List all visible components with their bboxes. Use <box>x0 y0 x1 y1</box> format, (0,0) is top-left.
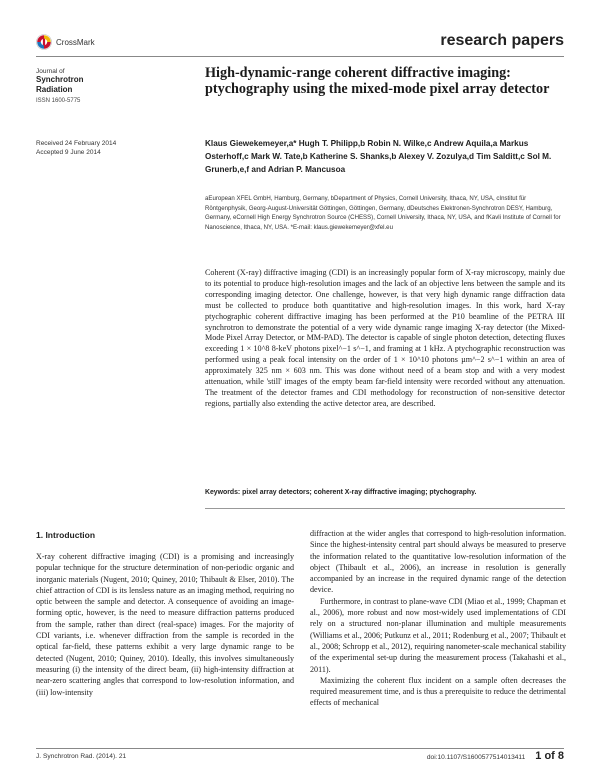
author-list: Klaus Giewekemeyer,a* Hugh T. Philipp,b Robin N. Wilke,c Andrew Aquila,a Markus Osterhoff,c Mark W. Tate,b Katherine S. Shanks,b Alexey V. Zozulya,d Tim Salditt,c Sol M. Grunerb,e,f and Adrian P. Mancusoa <box>205 139 552 174</box>
body-paragraph: Furthermore, in contrast to plane-wave CDI (Miao et al., 1999; Chapman et al., 2006), more robust and now most-widely used implementations of CDI rely on a structured non-planar illumination and multiple measurements (Williams et al., 2006; Putkunz et al., 2011; Rodenburg et al., 2007; Thibault et al., 2008; Schropp et al., 2012), requiring nanometer-scale mechanical stability of the experimental set-up during the measurement process (Takahashi et al., 2011). <box>310 596 567 674</box>
journal-of-label: Journal of <box>36 68 65 75</box>
body-column-right <box>310 528 566 709</box>
body-paragraph: diffraction at the wider angles that correspond to high-resolution information. Since the highest-intensity central part should always be measured to preserve the information related to the quantitative low-resolution information of the object (Thibault et al., 2006), an increase in resolution is generally accompanied by an increase in the required dynamic range of the detection device. <box>310 529 566 595</box>
body-paragraph: Maximizing the coherent flux incident on a sample often decreases the required measurement time, and is thus a prerequisite to reduce the detrimental effects of mechanical <box>310 675 566 708</box>
journal-citation: J. Synchrotron Rad. (2014). 21 <box>36 753 127 760</box>
accepted-date: Accepted 9 June 2014 <box>36 148 101 156</box>
abstract: Coherent (X-ray) diffractive imaging (CDI) is an increasingly popular form of X-ray microscopy, mainly due to its potential to produce high-resolution images and the lack of an objective lens between the sample and its corresponding imaging detector. One challenge, however, is that very high dynamic range diffraction data must be collected to produce both quantitative and high-resolution images. In this work, hard X-ray ptychographic coherent diffractive imaging has been performed at the P10 beamline of the PETRA III synchrotron to demonstrate the potential of a very wide dynamic range imaging X-ray detector (the Mixed-Mode Pixel Array Detector, or MM-PAD). The detector is capable of single photon detection, detecting fluxes exceeding 1 × 10^8 8-keV photons pixel^−1 s^−1, and framing at 1 kHz. A ptychographic reconstruction was performed using a peak focal intensity on the order of 1 × 10^10 photons µm^−2 s^−1 within an area of approximately 325 nm × 603 nm. This was done without need of a beam stop and with a very modest attenuation, while 'still' images of the empty beam far-field intensity were recorded without any attenuation. The treatment of the detector frames and CDI methodology for reconstruction of non-sensitive detector regions, partially also extending the active detector area, are described. <box>205 268 565 408</box>
issn: ISSN 1600-5775 <box>36 98 81 104</box>
affiliations: aEuropean XFEL GmbH, Hamburg, Germany, bDepartment of Physics, Cornell University, Ithaca, NY, USA, cInstitut für Röntgenphysik, Georg-August-Universität Göttingen, Göttingen, Germany, dDeutsches Elektronen-Synchrotron DESY, Hamburg, Germany, eCornell High Energy Synchrotron Source (CHESS), Cornell University, Ithaca, NY, USA, and fKavli Institute of Cornell for Nanoscience, Ithaca, NY, USA. *E-mail: klaus.giewekemeyer@xfel.eu <box>205 195 561 231</box>
doi-link[interactable]: doi:10.1107/S1600577514013411 <box>426 754 526 761</box>
page-number: 1 of 8 <box>535 750 564 762</box>
body-column-left: X-ray coherent diffractive imaging (CDI) is a promising and increasingly popular technique for the structure determination of non-periodic organic and inorganic materials (Nugent, 2010; Quiney, 2010; Thibault & Elser, 2010). The chief attraction of CDI is its lensless nature as an imaging method, requiring no optic between the sample and detector. A consequence of avoiding an image-forming optic, however, is the need to measure diffraction patterns produced from the sample, rather than direct (real-space) images. For the majority of CDI variants, i.e. whenever diffraction from the sample is recorded in the optical far-field, these patterns exhibit a very large dynamic range to be detected (Nugent, 2010; Quiney, 2010). Ideally, this involves simultaneously measuring (i) the intensity of the direct beam, (ii) high-intensity diffraction at near-zero scattering angles that correspond to low-resolution information, and (iii) low-intensity <box>36 552 294 697</box>
crossmark-icon <box>36 34 52 50</box>
journal-name-line1: Synchrotron <box>36 75 84 84</box>
article-title: High-dynamic-range coherent diffractive imaging: ptychography using the mixed-mode pixel array detector <box>205 65 550 97</box>
footer-right <box>427 750 564 762</box>
footer-divider <box>36 748 564 749</box>
article-dates <box>36 140 186 157</box>
keywords-divider <box>205 508 565 509</box>
keywords: Keywords: pixel array detectors; coherent X-ray diffractive imaging; ptychography. <box>205 489 477 496</box>
crossmark-badge[interactable] <box>36 34 95 50</box>
journal-info <box>36 68 186 104</box>
received-date: Received 24 February 2014 <box>36 140 117 147</box>
header-divider <box>36 56 564 57</box>
section-label: research papers <box>440 32 564 49</box>
section-heading-introduction: 1. Introduction <box>36 530 96 540</box>
journal-name-line2: Radiation <box>36 85 73 94</box>
crossmark-label: CrossMark <box>56 37 95 47</box>
